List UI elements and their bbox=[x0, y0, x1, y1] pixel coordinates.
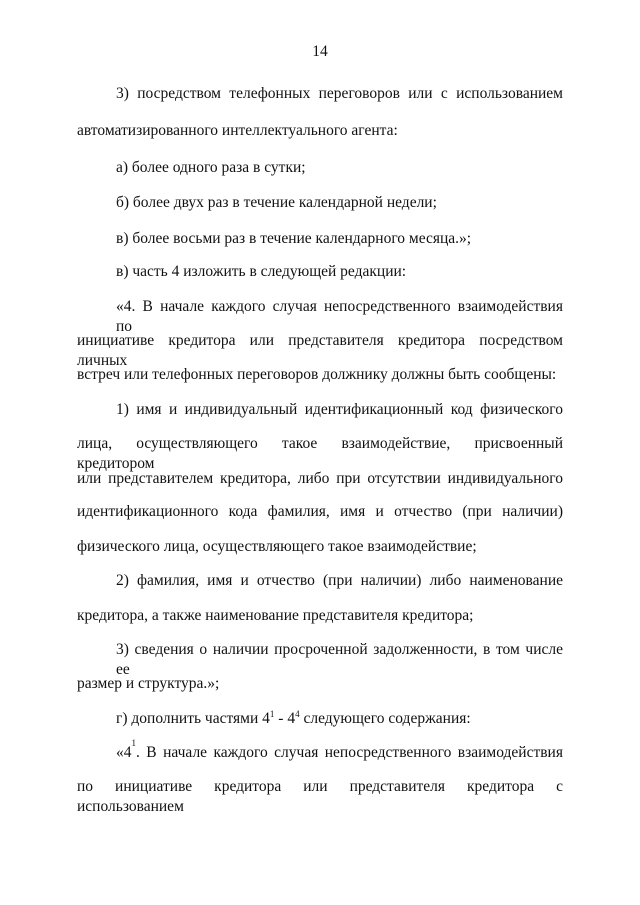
paragraph-line: автоматизированного интеллектуального агента: bbox=[77, 122, 398, 139]
line-text: - 4 bbox=[274, 710, 296, 727]
paragraph-line: «4. В начале каждого случая непосредственного взаимодействия по bbox=[116, 298, 563, 335]
paragraph-line: 3) посредством телефонных переговоров или с использованием bbox=[116, 85, 563, 102]
paragraph-line: или представителем кредитора, либо при отсутствии индивидуального bbox=[77, 470, 563, 487]
paragraph-line: в) часть 4 изложить в следующей редакции: bbox=[116, 263, 407, 280]
line-text: . В начале каждого случая непосредственного взаимодействия bbox=[136, 744, 563, 761]
paragraph-line bbox=[116, 738, 563, 763]
paragraph-line: а) более одного раза в сутки; bbox=[116, 159, 306, 176]
paragraph-line: лица, осуществляющего такое взаимодействие, присвоенный кредитором bbox=[77, 435, 563, 472]
superscript: 1 bbox=[269, 709, 275, 719]
paragraph-line: идентификационного кода фамилия, имя и отчество (при наличии) bbox=[77, 503, 563, 520]
paragraph-line: встреч или телефонных переговоров должнику должны быть сообщены: bbox=[77, 366, 557, 383]
page-number: 14 bbox=[312, 43, 328, 60]
paragraph-line: 2) фамилия, имя и отчество (при наличии) либо наименование bbox=[116, 572, 563, 589]
paragraph-line: 1) имя и индивидуальный идентификационный код физического bbox=[116, 401, 563, 418]
paragraph-line: кредитора, а также наименование представителя кредитора; bbox=[77, 607, 474, 624]
paragraph-line: в) более восьми раз в течение календарного месяца.»; bbox=[116, 230, 472, 247]
superscript: 4 bbox=[295, 709, 300, 719]
paragraph-line bbox=[116, 709, 563, 729]
line-text: следующего содержания: bbox=[299, 710, 471, 727]
paragraph-line: физического лица, осуществляющего такое взаимодействие; bbox=[77, 538, 477, 555]
paragraph-line: инициативе кредитора или представителя кредитора посредством личных bbox=[77, 332, 563, 369]
line-text: «4 bbox=[116, 744, 132, 761]
paragraph-line: 3) сведения о наличии просроченной задолженности, в том числе ее bbox=[116, 641, 563, 678]
paragraph-line: по инициативе кредитора или представителя кредитора с использованием bbox=[77, 778, 563, 815]
superscript: 1 bbox=[131, 738, 136, 748]
paragraph-line: размер и структура.»; bbox=[77, 675, 220, 692]
paragraph-line: б) более двух раз в течение календарной недели; bbox=[116, 194, 437, 211]
line-text: г) дополнить частями 4 bbox=[116, 710, 270, 727]
